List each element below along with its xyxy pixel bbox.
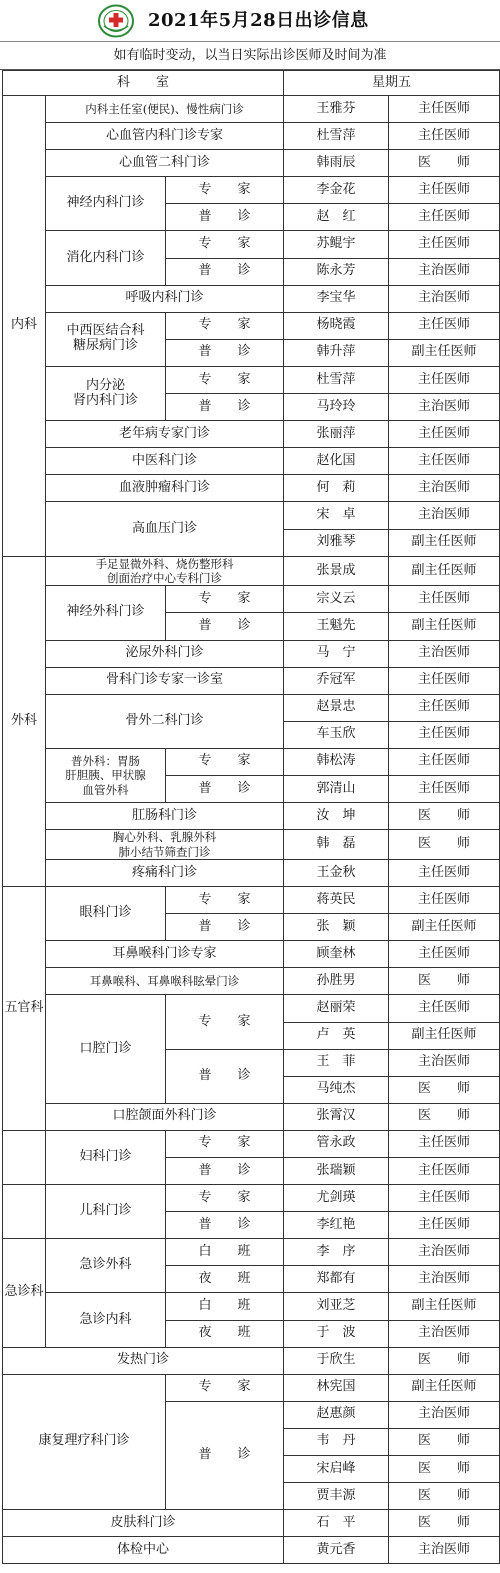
department-cell: 普外科：胃肠 肝胆胰、甲状腺 血管外科 — [46, 748, 166, 802]
session-cell: 普 诊 — [166, 394, 284, 421]
doctor-title: 主治医师 — [389, 285, 500, 312]
table-row — [3, 475, 500, 502]
hospital-logo-icon — [97, 4, 135, 38]
department-cell: 皮肤科门诊 — [3, 1510, 284, 1537]
doctor-name: 刘雅琴 — [284, 529, 389, 556]
doctor-name: 赵景忠 — [284, 694, 389, 721]
doctor-title: 医 师 — [389, 1456, 500, 1483]
notice-text: 如有临时变动，以当日实际出诊医师及时间为准 — [0, 42, 500, 70]
doctor-title: 主任医师 — [389, 667, 500, 694]
doctor-title: 主任医师 — [389, 231, 500, 258]
doctor-name: 黄元香 — [284, 1537, 389, 1564]
doctor-title: 医 师 — [389, 1483, 500, 1510]
doctor-title: 主任医师 — [389, 1212, 500, 1239]
category-cell: 外科 — [3, 556, 46, 886]
session-cell: 普 诊 — [166, 258, 284, 285]
doctor-title: 主治医师 — [389, 394, 500, 421]
category-cell — [3, 1185, 46, 1239]
department-cell: 耳鼻喉科门诊专家 — [46, 941, 284, 968]
doctor-name: 杜雪萍 — [284, 123, 389, 150]
doctor-title: 主治医师 — [389, 1537, 500, 1564]
category-cell: 五官科 — [3, 887, 46, 1131]
doctor-name: 张景成 — [284, 556, 389, 586]
department-cell: 眼科门诊 — [46, 887, 166, 941]
table-row — [3, 231, 500, 258]
department-cell: 心血管二科门诊 — [46, 150, 284, 177]
doctor-title: 副主任医师 — [389, 914, 500, 941]
department-cell: 康复理疗科门诊 — [3, 1374, 166, 1509]
doctor-name: 韩松涛 — [284, 748, 389, 775]
doctor-name: 刘亚芝 — [284, 1293, 389, 1320]
doctor-name: 张瑞颖 — [284, 1157, 389, 1184]
department-cell: 口腔颌面外科门诊 — [46, 1103, 284, 1130]
doctor-name: 韩升萍 — [284, 339, 389, 366]
doctor-title: 副主任医师 — [389, 1022, 500, 1049]
doctor-name: 李宝华 — [284, 285, 389, 312]
department-cell: 骨外二科门诊 — [46, 694, 284, 748]
session-cell: 白 班 — [166, 1239, 284, 1266]
doctor-title: 主治医师 — [389, 1266, 500, 1293]
session-cell: 夜 班 — [166, 1266, 284, 1293]
doctor-name: 石 平 — [284, 1510, 389, 1537]
doctor-name: 蒋英民 — [284, 887, 389, 914]
session-cell: 专 家 — [166, 995, 284, 1049]
doctor-name: 汝 坤 — [284, 803, 389, 830]
doctor-title: 主任医师 — [389, 1157, 500, 1184]
department-cell: 急诊内科 — [46, 1293, 166, 1347]
doctor-name: 郑都有 — [284, 1266, 389, 1293]
table-row — [3, 123, 500, 150]
doctor-name: 宋启峰 — [284, 1456, 389, 1483]
doctor-name: 张霄汉 — [284, 1103, 389, 1130]
doctor-name: 宋 卓 — [284, 502, 389, 529]
doctor-name: 马纯杰 — [284, 1076, 389, 1103]
doctor-name: 张丽萍 — [284, 421, 389, 448]
table-row — [3, 285, 500, 312]
doctor-title: 主治医师 — [389, 475, 500, 502]
doctor-title: 主任医师 — [389, 421, 500, 448]
table-row — [3, 312, 500, 339]
department-cell: 高血压门诊 — [46, 502, 284, 556]
doctor-name: 尤剑瑛 — [284, 1185, 389, 1212]
doctor-title: 主治医师 — [389, 502, 500, 529]
department-cell: 消化内科门诊 — [46, 231, 166, 285]
doctor-name: 李红艳 — [284, 1212, 389, 1239]
table-row — [3, 1537, 500, 1564]
department-cell: 内科主任室(便民)、慢性病门诊 — [46, 96, 284, 123]
doctor-title: 医 师 — [389, 803, 500, 830]
doctor-title: 主任医师 — [389, 177, 500, 204]
table-row — [3, 177, 500, 204]
page-header — [0, 0, 500, 42]
session-cell: 普 诊 — [166, 776, 284, 803]
table-row — [3, 556, 500, 586]
doctor-name: 杨晓霞 — [284, 312, 389, 339]
doctor-name: 王 菲 — [284, 1049, 389, 1076]
table-row — [3, 586, 500, 613]
doctor-title: 主任医师 — [389, 312, 500, 339]
table-row — [3, 1510, 500, 1537]
doctor-title: 主治医师 — [389, 1049, 500, 1076]
department-cell: 心血管内科门诊专家 — [46, 123, 284, 150]
doctor-name: 韩雨辰 — [284, 150, 389, 177]
doctor-title: 副主任医师 — [389, 339, 500, 366]
doctor-name: 陈永芳 — [284, 258, 389, 285]
table-row — [3, 1239, 500, 1266]
doctor-title: 医 师 — [389, 1347, 500, 1374]
doctor-name: 李 序 — [284, 1239, 389, 1266]
doctor-name: 杜雪萍 — [284, 366, 389, 393]
doctor-title: 主任医师 — [389, 887, 500, 914]
department-cell: 呼吸内科门诊 — [46, 285, 284, 312]
doctor-title: 主治医师 — [389, 640, 500, 667]
doctor-name: 宗义云 — [284, 586, 389, 613]
doctor-title: 副主任医师 — [389, 1293, 500, 1320]
doctor-name: 管永政 — [284, 1130, 389, 1157]
doctor-title: 主任医师 — [389, 859, 500, 886]
doctor-title: 副主任医师 — [389, 1374, 500, 1401]
doctor-title: 主任医师 — [389, 694, 500, 721]
doctor-title: 医 师 — [389, 1510, 500, 1537]
session-cell: 白 班 — [166, 1293, 284, 1320]
table-row — [3, 640, 500, 667]
doctor-name: 孙胜男 — [284, 968, 389, 995]
department-cell: 泌尿外科门诊 — [46, 640, 284, 667]
doctor-title: 副主任医师 — [389, 529, 500, 556]
session-cell: 普 诊 — [166, 339, 284, 366]
session-cell: 专 家 — [166, 1374, 284, 1401]
doctor-name: 韦 丹 — [284, 1428, 389, 1455]
doctor-name: 王魁先 — [284, 613, 389, 640]
session-cell: 普 诊 — [166, 613, 284, 640]
doctor-name: 何 莉 — [284, 475, 389, 502]
session-cell: 普 诊 — [166, 1212, 284, 1239]
table-row — [3, 859, 500, 886]
session-cell: 夜 班 — [166, 1320, 284, 1347]
doctor-name: 马 宁 — [284, 640, 389, 667]
session-cell: 专 家 — [166, 366, 284, 393]
category-cell: 内科 — [3, 96, 46, 557]
doctor-title: 医 师 — [389, 150, 500, 177]
department-cell: 妇科门诊 — [46, 1130, 166, 1184]
table-row — [3, 366, 500, 393]
doctor-name: 顾奎林 — [284, 941, 389, 968]
doctor-title: 主任医师 — [389, 448, 500, 475]
schedule-table — [2, 70, 500, 1564]
session-cell: 专 家 — [166, 586, 284, 613]
table-row — [3, 748, 500, 775]
department-cell: 肛肠科门诊 — [46, 803, 284, 830]
department-cell: 疼痛科门诊 — [46, 859, 284, 886]
department-cell: 口腔门诊 — [46, 995, 166, 1103]
table-row — [3, 887, 500, 914]
doctor-name: 于 波 — [284, 1320, 389, 1347]
doctor-name: 赵化国 — [284, 448, 389, 475]
department-cell: 急诊外科 — [46, 1239, 166, 1293]
department-cell: 内分泌 肾内科门诊 — [46, 366, 166, 420]
table-row — [3, 502, 500, 529]
column-header-dept: 科 室 — [3, 71, 284, 96]
table-row — [3, 694, 500, 721]
doctor-title: 主任医师 — [389, 748, 500, 775]
doctor-title: 主任医师 — [389, 586, 500, 613]
department-cell: 中西医结合科 糖尿病门诊 — [46, 312, 166, 366]
department-cell: 血液肿瘤科门诊 — [46, 475, 284, 502]
doctor-name: 乔冠军 — [284, 667, 389, 694]
category-cell: 急诊科 — [3, 1239, 46, 1347]
table-row — [3, 968, 500, 995]
doctor-title: 主任医师 — [389, 123, 500, 150]
doctor-title: 主任医师 — [389, 204, 500, 231]
session-cell: 普 诊 — [166, 204, 284, 231]
table-row — [3, 1374, 500, 1401]
table-row — [3, 1185, 500, 1212]
session-cell: 普 诊 — [166, 1401, 284, 1509]
department-cell: 发热门诊 — [3, 1347, 284, 1374]
doctor-name: 马玲玲 — [284, 394, 389, 421]
category-cell — [3, 1130, 46, 1184]
doctor-name: 王雅芬 — [284, 96, 389, 123]
department-cell: 耳鼻喉科、耳鼻喉科眩晕门诊 — [46, 968, 284, 995]
column-header-day: 星期五 — [284, 71, 500, 96]
department-cell: 神经内科门诊 — [46, 177, 166, 231]
table-row — [3, 803, 500, 830]
doctor-name: 李金花 — [284, 177, 389, 204]
doctor-title: 医 师 — [389, 1076, 500, 1103]
doctor-title: 主任医师 — [389, 776, 500, 803]
doctor-name: 韩 磊 — [284, 830, 389, 860]
doctor-title: 主任医师 — [389, 366, 500, 393]
session-cell: 专 家 — [166, 231, 284, 258]
page-title: 2021年5月28日出诊信息 — [148, 10, 369, 31]
doctor-name: 赵丽荣 — [284, 995, 389, 1022]
session-cell: 专 家 — [166, 312, 284, 339]
doctor-title: 主治医师 — [389, 258, 500, 285]
table-row — [3, 421, 500, 448]
doctor-title: 医 师 — [389, 1428, 500, 1455]
department-cell: 神经外科门诊 — [46, 586, 166, 640]
doctor-name: 张 颖 — [284, 914, 389, 941]
doctor-name: 王金秋 — [284, 859, 389, 886]
table-row — [3, 1103, 500, 1130]
department-cell: 胸心外科、乳腺外科 肺小结节筛查门诊 — [46, 830, 284, 860]
doctor-name: 林宪国 — [284, 1374, 389, 1401]
doctor-title: 副主任医师 — [389, 613, 500, 640]
table-row — [3, 830, 500, 860]
department-cell: 中医科门诊 — [46, 448, 284, 475]
department-cell: 老年病专家门诊 — [46, 421, 284, 448]
session-cell: 普 诊 — [166, 1049, 284, 1103]
department-cell: 体检中心 — [3, 1537, 284, 1564]
department-cell: 手足显微外科、烧伤整形科 创面治疗中心专科门诊 — [46, 556, 284, 586]
session-cell: 普 诊 — [166, 1157, 284, 1184]
doctor-name: 赵惠颜 — [284, 1401, 389, 1428]
session-cell: 专 家 — [166, 748, 284, 775]
table-row — [3, 995, 500, 1022]
table-row — [3, 667, 500, 694]
table-row — [3, 941, 500, 968]
session-cell: 专 家 — [166, 1185, 284, 1212]
doctor-name: 卢 英 — [284, 1022, 389, 1049]
doctor-title: 主任医师 — [389, 941, 500, 968]
session-cell: 专 家 — [166, 887, 284, 914]
doctor-title: 主任医师 — [389, 721, 500, 748]
session-cell: 专 家 — [166, 1130, 284, 1157]
doctor-title: 主任医师 — [389, 1185, 500, 1212]
doctor-name: 赵 红 — [284, 204, 389, 231]
table-row — [3, 1293, 500, 1320]
doctor-title: 主任医师 — [389, 96, 500, 123]
doctor-title: 主任医师 — [389, 1130, 500, 1157]
doctor-name: 苏鲲宇 — [284, 231, 389, 258]
doctor-name: 于欣生 — [284, 1347, 389, 1374]
doctor-title: 副主任医师 — [389, 556, 500, 586]
doctor-name: 贾丰源 — [284, 1483, 389, 1510]
doctor-title: 医 师 — [389, 968, 500, 995]
table-row — [3, 1347, 500, 1374]
table-row — [3, 96, 500, 123]
doctor-title: 主治医师 — [389, 1320, 500, 1347]
doctor-title: 医 师 — [389, 1103, 500, 1130]
table-row — [3, 150, 500, 177]
doctor-title: 医 师 — [389, 830, 500, 860]
table-row — [3, 1130, 500, 1157]
table-row — [3, 448, 500, 475]
doctor-title: 主任医师 — [389, 995, 500, 1022]
doctor-title: 主治医师 — [389, 1401, 500, 1428]
doctor-name: 郭清山 — [284, 776, 389, 803]
department-cell: 骨科门诊专家一诊室 — [46, 667, 284, 694]
department-cell: 儿科门诊 — [46, 1185, 166, 1239]
doctor-title: 主治医师 — [389, 1239, 500, 1266]
session-cell: 专 家 — [166, 177, 284, 204]
session-cell: 普 诊 — [166, 914, 284, 941]
doctor-name: 车玉欣 — [284, 721, 389, 748]
